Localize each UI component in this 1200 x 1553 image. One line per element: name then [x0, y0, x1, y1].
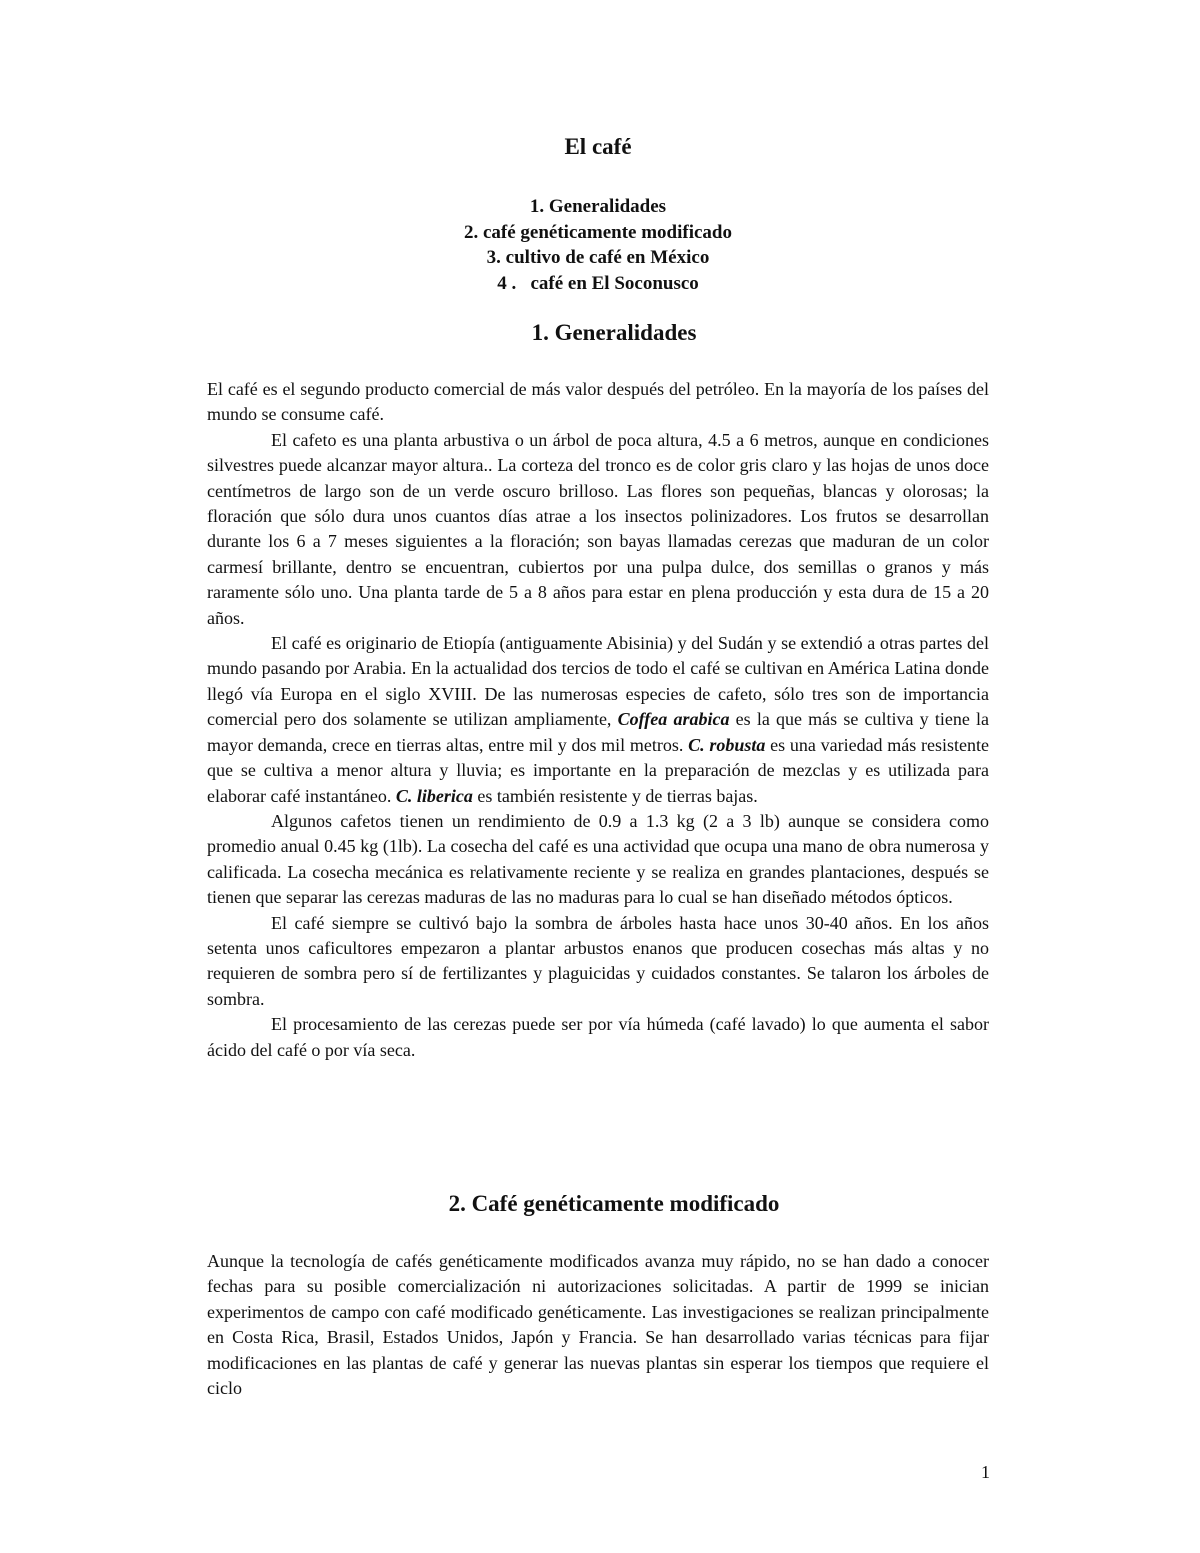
text-run: El café es originario de Etiopía (antiguamente Abisinia) y del Sudán y se extendió a otras partes del mundo pasando por Arabia. En la actualidad dos tercios de todo el café se cultivan en América Latina donde llegó vía Europa en el siglo XVIII. De las numerosas especies de cafeto, sólo tres son de importancia comercial pero dos solamente se utilizan ampliamente, [207, 633, 989, 730]
text-run: es una variedad más resistente que se cultiva a menor altura y lluvia; es importante en la preparación de mezclas y es utilizada para elaborar café instantáneo. [207, 734, 989, 806]
paragraph: Aunque la tecnología de cafés genéticamente modificados avanza muy rápido, no se han dado a conocer fechas para su posible comercialización ni autorizaciones solicitadas. A partir de 1999 se inician experimentos de campo con café modificado genéticamente. Las investigaciones se realizan principalmente en Costa Rica, Brasil, Estados Unidos, Japón y Francia. Se han desarrollado varias técnicas para fijar modificaciones en las plantas de café y generar las nuevas plantas sin esperar los tiempos que requiere el ciclo [207, 1251, 989, 1399]
paragraph: El cafeto es una planta arbustiva o un árbol de poca altura, 4.5 a 6 metros, aunque en condiciones silvestres puede alcanzar mayor altura.. La corteza del tronco es de color gris claro y las hojas de unos doce centímetros de largo son de un verde oscuro brilloso. Las flores son pequeñas, blancas y olorosas; la floración que sólo dura unos cuantos días atrae a los insectos polinizadores. Los frutos se desarrollan durante los 6 a 7 meses siguientes a la floración; son bayas llamadas cerezas que maduran de un color carmesí brillante, dentro se encuentran, cubiertos por una pulpa dulce, dos semillas o granos y más raramente sólo uno. Una planta tarde de 5 a 8 años para estar en plena producción y esta dura de 15 a 20 años. [207, 429, 989, 628]
toc-item-1: 1. Generalidades [529, 196, 667, 217]
document-title: El café [564, 134, 632, 159]
toc-item-4: 4 . café en El Soconusco [497, 272, 699, 294]
species-name-liberica: C. liberica [395, 785, 473, 806]
paragraph: Algunos cafetos tienen un rendimiento de 0.9 a 1.3 kg (2 a 3 lb) aunque se considera como promedio anual 0.45 kg (1lb). La cosecha del café es una actividad que ocupa una mano de obra numerosa y calificada. La cosecha mecánica es relativamente reciente y se realiza en grandes plantaciones, después se tienen que separar las cerezas maduras de las no maduras para lo cual se han diseñado métodos ópticos. [207, 810, 989, 908]
section-2-heading: 2. Café genéticamente modificado [448, 1191, 780, 1216]
text-run: es la que más se cultiva y tiene la mayor demanda, crece en tierras altas, entre mil y dos mil metros. [207, 709, 990, 755]
page-number: 1 [981, 1462, 990, 1482]
paragraph: El café siempre se cultivó bajo la sombra de árboles hasta hace unos 30-40 años. En los años setenta unos caficultores empezaron a plantar arbustos enanos que producen cosechas más altas y no requieren de sombra pero sí de fertilizantes y plaguicidas y cuidados constantes. Se talaron los árboles de sombra. [207, 912, 989, 1009]
section-1-heading: 1. Generalidades [531, 320, 697, 345]
species-name-arabica: Coffea arabica [617, 709, 730, 730]
species-name-robusta: C. robusta [688, 734, 766, 755]
paragraph: El café es el segundo producto comercial de más valor después del petróleo. En la mayoría de los países del mundo se consume café. [207, 379, 989, 425]
text-run: es también resistente y de tierras bajas. [472, 785, 758, 806]
toc-item-2: 2. café genéticamente modificado [463, 221, 733, 243]
toc-item-3: 3. cultivo de café en México [486, 247, 710, 268]
paragraph [207, 631, 989, 809]
section-1-body [207, 377, 989, 1063]
section-2-body [207, 1249, 989, 1401]
table-of-contents [0, 194, 1196, 296]
paragraph: El procesamiento de las cerezas puede ser por vía húmeda (café lavado) lo que aumenta el sabor ácido del café o por vía seca. [207, 1014, 989, 1060]
